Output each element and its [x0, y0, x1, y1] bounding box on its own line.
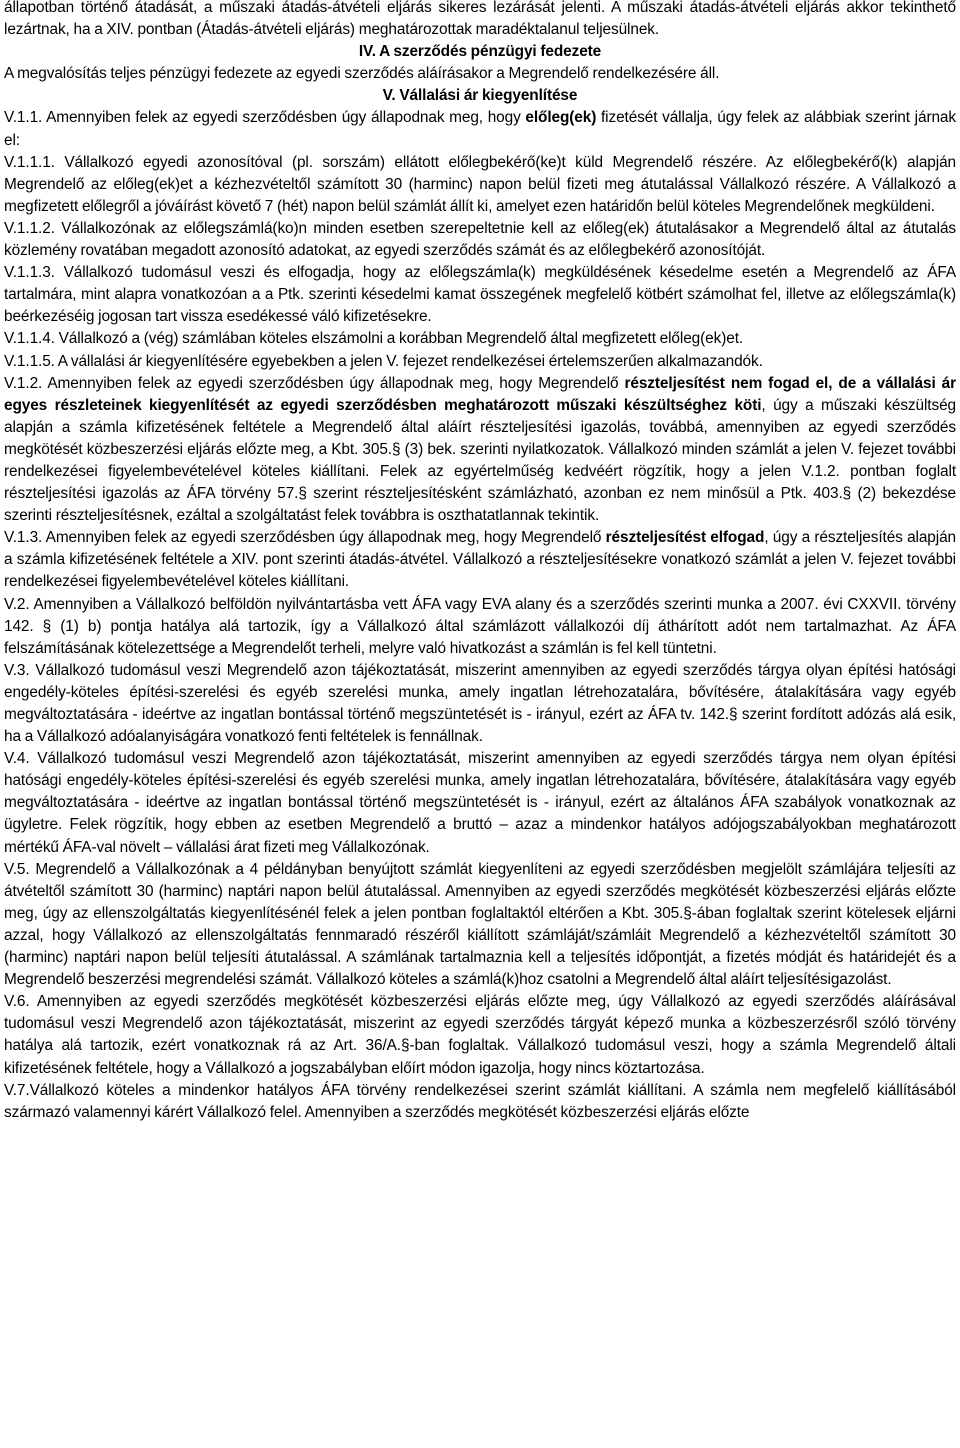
- paragraph: állapotban történő átadását, a műszaki átadás-átvételi eljárás sikeres lezárását jelenti. A műszaki átadás-átvételi eljárás akkor tekinthető lezártnak, ha a XIV. pontban (Átadás-átvételi eljárás) meghatározottak maradéktalanul teljesülnek.: [4, 0, 956, 39]
- section-heading: V. Vállalási ár kiegyenlítése: [382, 87, 578, 105]
- paragraph: V.1.1.1. Vállalkozó egyedi azonosítóval (pl. sorszám) ellátott előlegbekérő(ke)t küld Megrendelő részére. Az előlegbekérő(k) alapján Megrendelő az előleg(ek)et a kézhezvételtől számított 30 (harminc) napon belül fizeti meg átutalással Vállalkozó részére. A Vállalkozó a megfizetett előlegről a jóváírást követő 7 (hét) napon belül számlát állít ki, amelyet ezen határidőn belül köteles Megrendelőnek megküldeni.: [4, 153, 956, 215]
- text-run: , úgy a részteljesítés alapján a számla kifizetésének feltétele a XIV. pont szerinti átadás-átvétel. Vállalkozó a részteljesítésekre vonatkozó számlát a jelen V. fejezet további rendelkezései figyelembevételével köteles kiállítani.: [4, 529, 957, 591]
- paragraph: A megvalósítás teljes pénzügyi fedezete az egyedi szerződés aláírásakor a Megrendelő rendelkezésére áll.: [4, 65, 720, 83]
- text-run: , úgy a műszaki készültség alapján a számla kifizetésének feltétele a Megrendelő által aláírt részteljesítési igazolás, továbbá, amennyiben az egyedi szerződés megkötését közbeszerzési eljárás előzte meg, a Kbt. 305.§ (3) bek. szerinti nyilatkozatok. Vállalkozó minden számlát a jelen V. fejezet további rendelkezései figyelembevételével köteles kiállítani. Felek az egyértelműség kedvéért rögzítik, hogy a jelen V.1.2. pontban foglalt részteljesítési igazolás az ÁFA törvény 57.§ szerint részteljesítésként számlázható, azonban ez nem minősül a Ptk. 403.§ (2) bekezdése szerinti részteljesítésnek, ezáltal a szolgáltatást felek továbbra is oszthatatlannak tekintik.: [4, 396, 956, 525]
- paragraph: V.2. Amennyiben a Vállalkozó belföldön nyilvántartásba vett ÁFA vagy EVA alany és a szerződés szerinti munka a 2007. évi CXXVII. törvény 142. § (1) b) pontja hatálya alá tartozik, így a Vállalkozó által számlázott vállalkozói díj áthárított adót nem tartalmazhat. Az ÁFA felszámításának kötelezettsége a Megrendelőt terheli, melyre való hivatkozást a számlán is fel kell tüntetni.: [4, 595, 956, 657]
- paragraph: V.7.Vállalkozó köteles a mindenkor hatályos ÁFA törvény rendelkezései szerint számlát kiállítani. A számla nem megfelelő kiállításából származó valamennyi kárért Vállalkozó felel. Amennyiben a szerződés megkötését közbeszerzési eljárás előzte: [4, 1081, 956, 1121]
- bold-text: részteljesítést nem fogad el, de a vállalási ár egyes részleteinek kiegyenlítését az egyedi szerződésben meghatározott műszaki készültséghez köti: [4, 374, 956, 414]
- paragraph: V.1.1.3. Vállalkozó tudomásul veszi és elfogadja, hogy az előlegszámla(k) megküldésének késedelme esetén a Megrendelő az ÁFA tartalmára, mint alapra vonatkozóan a a Ptk. szerinti késedelmi kamat összegének megfelelő kötbért számolhat fel, illetve az előlegszámla(k) beérkezéséig jogosan tart vissza esedékessé váló kifizetésekre.: [4, 264, 956, 326]
- paragraph: V.5. Megrendelő a Vállalkozónak a 4 példányban benyújtott számlát kiegyenlíteni az egyedi szerződésben megjelölt számlájára teljesíti az átvételtől számított 30 (harminc) naptári napon belül átutalással. Amennyiben az egyedi szerződés megkötését közbeszerzési eljárás előzte meg, úgy az ellenszolgáltatás kiegyenlítésénél felek a jelen pontban foglaltaktól eltérően a Kbt. 305.§-ában foglaltak szerint kötelesek eljárni azzal, hogy Vállalkozó az ellenszolgáltatás fennmaradó részéről kiállított számláját/számláit Megrendelő a kézhezvételtől számított 30 (harminc) naptári napon belül teljesíti átutalással. A számlának tartalmaznia kell a teljesítés időpontját, a fizetés módját és határidejét és a Megrendelő beszerzési megrendelési számát. Vállalkozó köteles a számlá(k)hoz csatolni a Megrendelő által aláírt teljesítésigazolást.: [4, 860, 956, 989]
- paragraph: [4, 527, 956, 593]
- bold-text: részteljesítést elfogad: [605, 529, 765, 547]
- paragraph: V.1.1.2. Vállalkozónak az előlegszámlá(ko)n minden esetben szerepeltetnie kell az előleg(ek) átutalásakor a Megrendelő által az átutalás közlemény rovatában megadott azonosító adatokat, az egyedi szerződés számát és az előlegbekérő azonosítóját.: [4, 219, 956, 260]
- text-run: fizetését vállalja, úgy felek az alábbiak szerint járnak el:: [4, 109, 956, 149]
- paragraph: V.6. Amennyiben az egyedi szerződés megkötését közbeszerzési eljárás előzte meg, úgy Vállalkozó az egyedi szerződés aláírásával tudomásul veszi Megrendelő azon tájékoztatását, miszerint az egyedi szerződés tárgyát képező munka a közbeszerzésről szóló törvény hatálya alá tartozik, ezért vonatkoznak rá az Art. 36/A.§-ban foglaltak. Vállalkozó tudomásul veszi, hogy a számla Megrendelő általi kifizetésének feltétele, hogy a Vállalkozó a jogszabályban előírt módon igazolja, hogy nincs köztartozása.: [4, 993, 956, 1077]
- paragraph: V.3. Vállalkozó tudomásul veszi Megrendelő azon tájékoztatását, miszerint amennyiben az egyedi szerződés tárgya olyan építési hatósági engedély-köteles építési-szerelési és egyéb szerelési munka, amely ingatlan létrehozatalára, bővítésére, átalakítására vagy egyéb megváltoztatására - ideértve az ingatlan bontással történő megszüntetését is - irányul, ezért az ÁFA tv. 142.§ szerint fordított adózás alá esik, ha a Vállalkozó adóalanyiságára vonatkozó fenti feltételek is fennállnak.: [4, 661, 956, 746]
- paragraph: V.1.1.5. A vállalási ár kiegyenlítésére egyebekben a jelen V. fejezet rendelkezései értelemszerűen alkalmazandók.: [4, 352, 763, 370]
- paragraph: V.1.1.4. Vállalkozó a (vég) számlában köteles elszámolni a korábban Megrendelő által megfizetett előleg(ek)et.: [4, 330, 744, 348]
- bold-text: előleg(ek): [525, 109, 597, 127]
- text-run: V.1.1. Amennyiben felek az egyedi szerződésben úgy állapodnak meg, hogy: [4, 109, 526, 127]
- section-heading: IV. A szerződés pénzügyi fedezete: [358, 43, 602, 61]
- text-run: V.1.2. Amennyiben felek az egyedi szerződésben úgy állapodnak meg, hogy Megrendelő: [4, 374, 625, 392]
- paragraph: [4, 107, 956, 151]
- text-run: V.1.3. Amennyiben felek az egyedi szerződésben úgy állapodnak meg, hogy Megrendelő: [4, 529, 606, 547]
- paragraph: V.4. Vállalkozó tudomásul veszi Megrendelő azon tájékoztatását, miszerint amennyiben az egyedi szerződés tárgya nem olyan építési hatósági engedély-köteles építési-szerelési és egyéb szerelési munka, amely ingatlan létrehozatalára, bővítésére, átalakítására vagy egyéb megváltoztatására - ideértve az ingatlan bontással történő megszüntetését is - irányul, ezért az általános ÁFA szabályok vonatkoznak az ügyletre. Felek rögzítik, hogy ebben az esetben Megrendelő a bruttó – azaz a mindenkor hatályos adójogszabályokban meghatározott mértékű ÁFA-val növelt – vállalási árat fizeti meg Vállalkozónak.: [4, 750, 956, 856]
- paragraph: [4, 373, 956, 528]
